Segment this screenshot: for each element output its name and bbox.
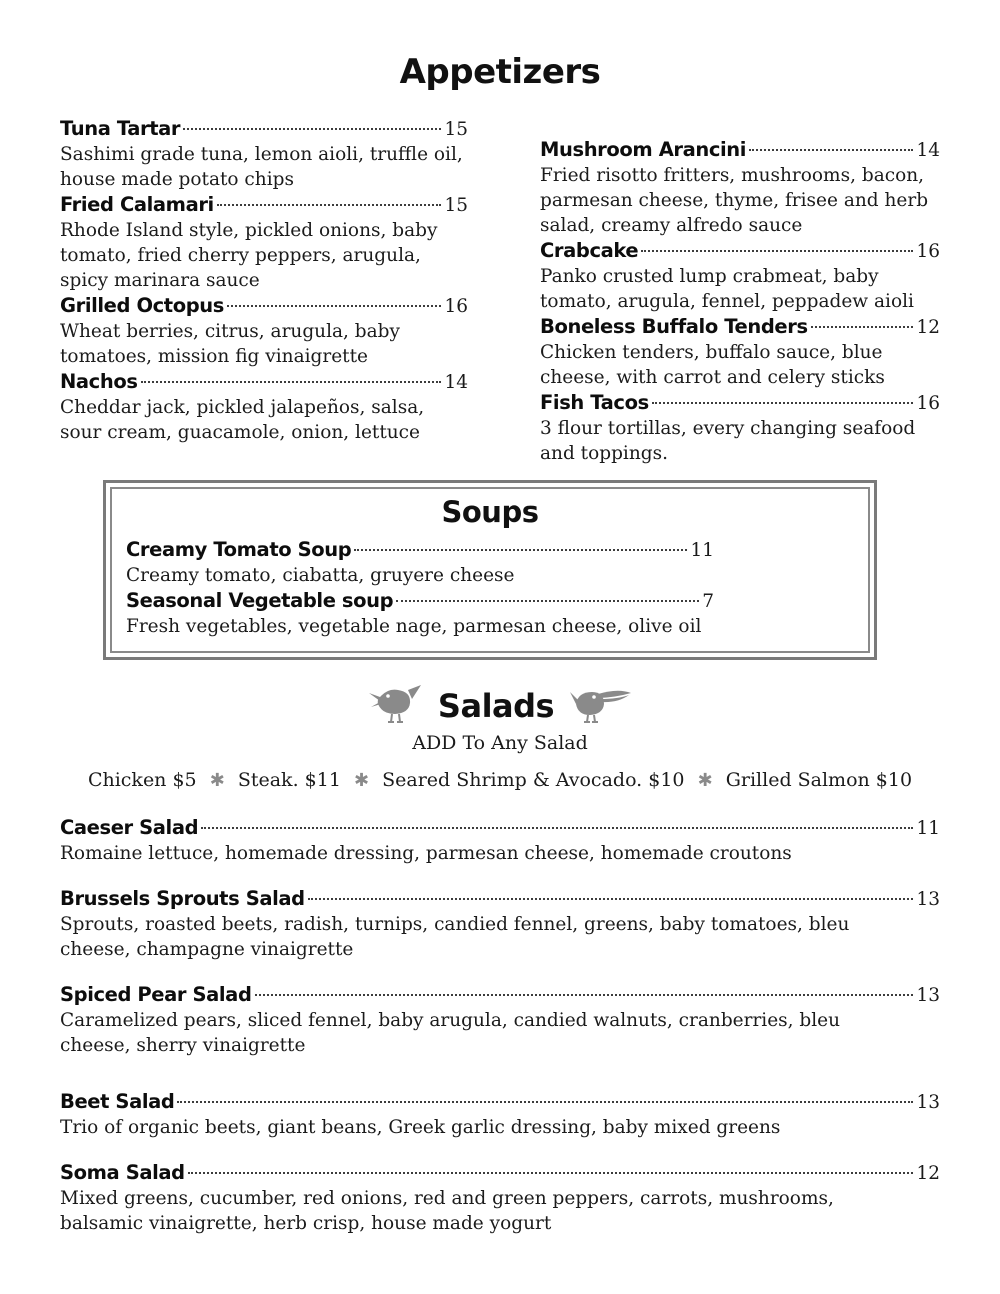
dot-leader [396,600,699,602]
menu-item-boneless-buffalo-tenders [540,314,940,390]
item-price: 14 [444,372,468,393]
item-name: Fish Tacos [540,391,649,414]
item-price: 11 [916,818,940,839]
item-price: 15 [444,195,468,216]
item-description: Caramelized pears, sliced fennel, baby arugula, candied walnuts, cranberries, bleu cheese, sherry vinaigrette [60,1010,841,1056]
asterisk-separator: ✱ [697,770,713,791]
menu-item-soma-salad [60,1160,940,1236]
appetizers-title: Appetizers [399,52,601,92]
item-price: 16 [916,393,940,414]
item-name: Fried Calamari [60,193,214,216]
item-name: Mushroom Arancini [540,138,747,161]
item-description: Romaine lettuce, homemade dressing, parmesan cheese, homemade croutons [60,843,792,864]
menu-item-crabcake [540,238,940,314]
item-name: Tuna Tartar [60,117,181,140]
soups-title: Soups [441,495,539,529]
menu-item-beet-salad [60,1089,940,1140]
dot-leader [217,204,442,206]
item-name: Beet Salad [60,1090,175,1113]
salad-addons [60,769,940,791]
appetizers-right-column [540,137,940,466]
dot-leader [201,827,913,829]
item-price: 12 [916,317,940,338]
menu-item-brussels-sprouts-salad [60,886,940,962]
appetizers-left-column [60,116,468,466]
item-price: 14 [916,140,940,161]
dot-leader [188,1172,914,1174]
dot-leader [354,549,687,551]
item-description: Cheddar jack, pickled jalapeños, salsa, sour cream, guacamole, onion, lettuce [60,397,425,443]
item-description: Creamy tomato, ciabatta, gruyere cheese [126,565,515,586]
dot-leader [308,898,914,900]
item-name: Caeser Salad [60,816,199,839]
menu-item-seasonal-vegetable-soup [126,588,854,639]
item-description: Trio of organic beets, giant beans, Greek garlic dressing, baby mixed greens [60,1117,781,1138]
item-price: 16 [916,241,940,262]
salads-list [60,815,940,1236]
soups-box-inner [110,487,870,653]
salads-subtitle: ADD To Any Salad [412,732,588,754]
item-name: Boneless Buffalo Tenders [540,315,808,338]
menu-item-creamy-tomato-soup [126,537,854,588]
long-beak-bird-icon [570,684,632,728]
item-name: Spiced Pear Salad [60,983,252,1006]
item-name: Nachos [60,370,138,393]
dot-leader [177,1101,913,1103]
menu-item-spiced-pear-salad [60,982,940,1058]
item-price: 11 [690,540,714,561]
salads-header [60,684,940,728]
salads-title: Salads [437,687,555,725]
dot-leader [183,128,441,130]
item-description: Mixed greens, cucumber, red onions, red and green peppers, carrots, mushrooms, balsamic vinaigrette, herb crisp, house made yogurt [60,1188,834,1234]
addon-steak: Steak. $11 [237,769,341,791]
soups-box [103,480,877,660]
menu-item-grilled-octopus [60,293,468,369]
menu-item-mushroom-arancini [540,137,940,238]
asterisk-separator: ✱ [353,770,370,791]
item-price: 13 [916,1092,940,1113]
dot-leader [749,149,913,151]
appetizers-columns [60,116,940,466]
item-description: Fried risotto fritters, mushrooms, bacon, parmesan cheese, thyme, frisee and herb salad, creamy alfredo sauce [540,165,929,236]
menu-item-fried-calamari [60,192,468,293]
dot-leader [255,994,914,996]
songbird-icon [368,684,422,728]
menu-item-nachos [60,369,468,445]
dot-leader [227,305,442,307]
item-price: 16 [444,296,468,317]
dot-leader [652,402,914,404]
menu-item-fish-tacos [540,390,940,466]
addon-grilled-salmon: Grilled Salmon $10 [725,769,913,791]
asterisk-separator: ✱ [209,770,225,791]
item-price: 15 [444,119,468,140]
addon-chicken: Chicken $5 [87,769,197,791]
item-name: Seasonal Vegetable soup [126,589,394,612]
dot-leader [141,381,442,383]
item-price: 13 [916,889,940,910]
menu-item-caeser-salad [60,815,940,866]
dot-leader [641,250,913,252]
dot-leader [811,326,914,328]
menu-item-tuna-tartar [60,116,468,192]
item-description: Fresh vegetables, vegetable nage, parmesan cheese, olive oil [126,616,702,637]
item-description: 3 flour tortillas, every changing seafood and toppings. [540,418,916,464]
item-name: Crabcake [540,239,639,262]
item-price: 13 [916,985,940,1006]
item-description: Wheat berries, citrus, arugula, baby tomatoes, mission fig vinaigrette [60,321,400,367]
item-description: Sashimi grade tuna, lemon aioli, truffle oil, house made potato chips [60,144,463,190]
addon-seared-shrimp-avocado: Seared Shrimp & Avocado. $10 [382,769,685,791]
item-name: Brussels Sprouts Salad [60,887,305,910]
item-price: 12 [916,1163,940,1184]
item-name: Soma Salad [60,1161,185,1184]
item-description: Sprouts, roasted beets, radish, turnips, candied fennel, greens, baby tomatoes, bleu cheese, champagne vinaigrette [60,914,850,960]
item-description: Panko crusted lump crabmeat, baby tomato, arugula, fennel, peppadew aioli [540,266,914,312]
item-description: Rhode Island style, pickled onions, baby tomato, fried cherry peppers, arugula, spicy marinara sauce [60,220,438,291]
item-name: Creamy Tomato Soup [126,538,352,561]
item-description: Chicken tenders, buffalo sauce, blue cheese, with carrot and celery sticks [540,342,885,388]
item-name: Grilled Octopus [60,294,224,317]
item-price: 7 [702,591,714,612]
